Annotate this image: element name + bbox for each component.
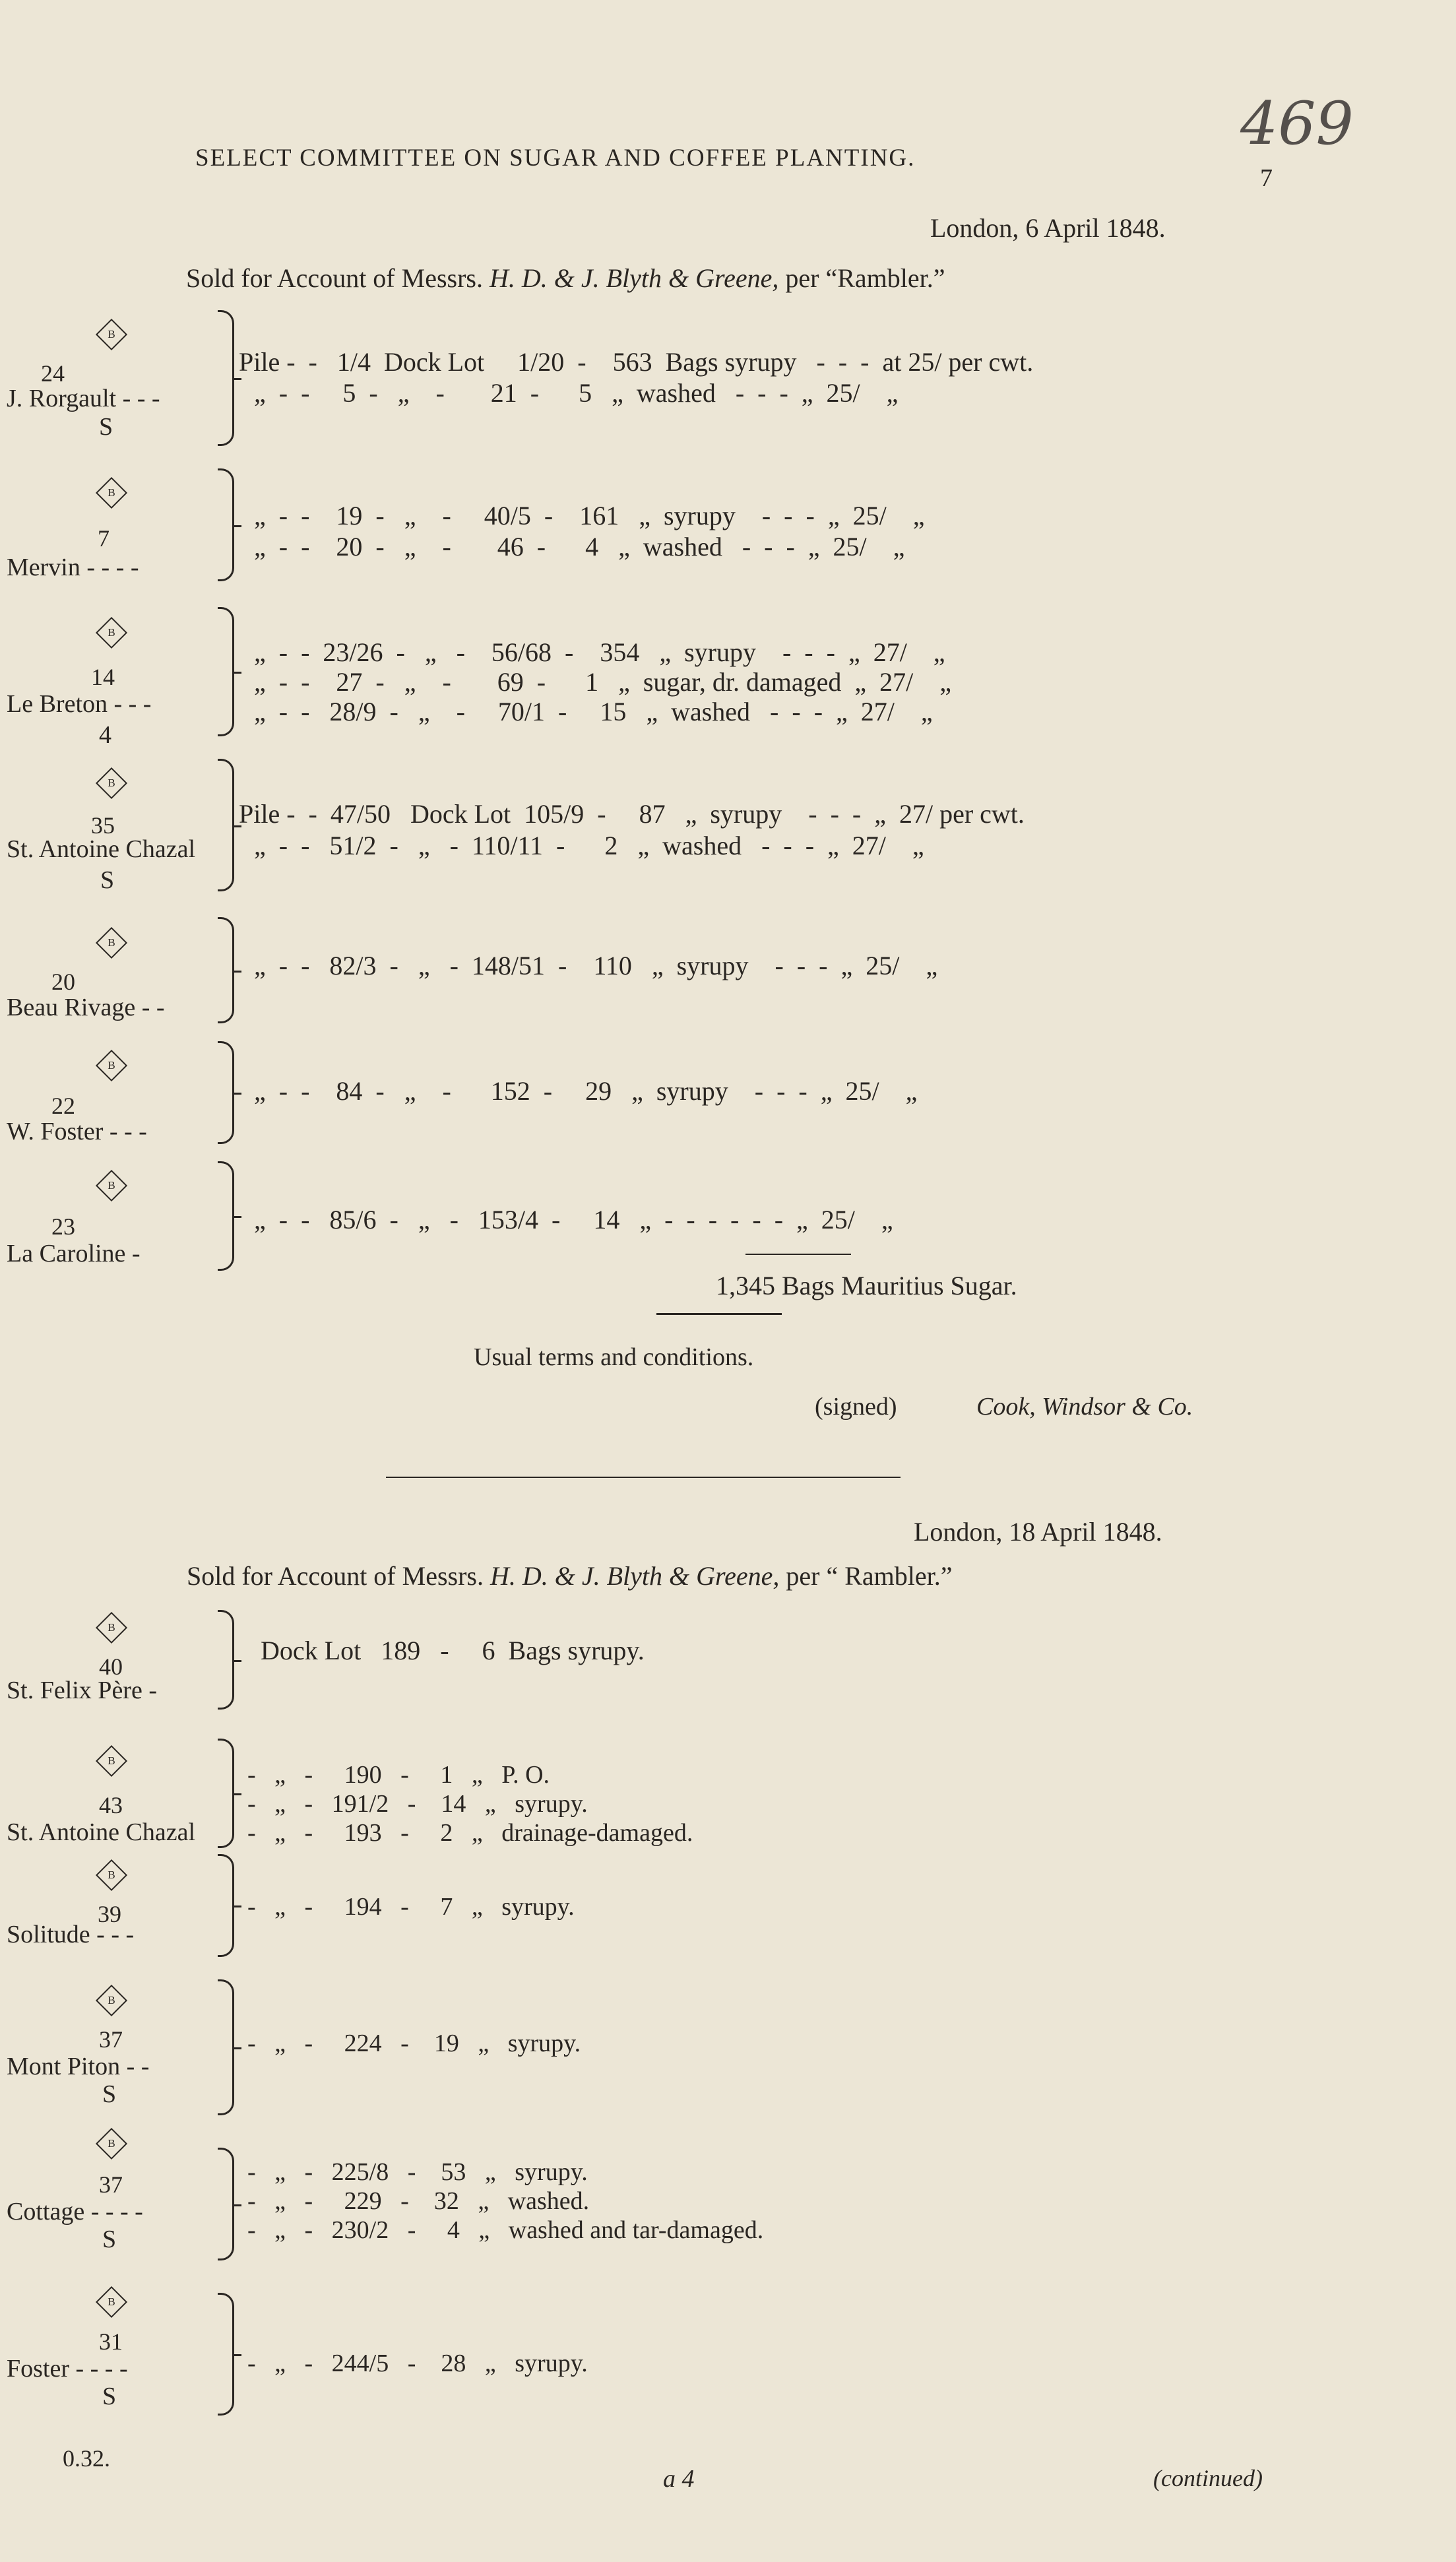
footer-center: a 4	[663, 2465, 695, 2493]
mark-number: 14	[91, 664, 115, 690]
entry-brace	[218, 1610, 234, 1710]
sale-row: Pile - - 1/4 Dock Lot 1/20 - 563 Bags syrupy - - - at 25/ per cwt.	[239, 347, 1034, 377]
estate-name: J. Rorgault - - -	[7, 385, 160, 412]
sale-row: „ - - 19 - „ - 40/5 - 161 „ syrupy - - - „ 25/ „	[254, 501, 925, 530]
estate-name: St. Antoine Chazal	[7, 1818, 196, 1846]
sale-row: „ - - 28/9 - „ - 70/1 - 15 „ washed - - - „ 27/ „	[254, 697, 933, 726]
estate-name: Foster - - - -	[7, 2355, 128, 2383]
sale2-intro	[187, 1560, 952, 1591]
sale-row: - „ - 225/8 - 53 „ syrupy.	[247, 2158, 588, 2186]
sale-row: „ - - 20 - „ - 46 - 4 „ washed - - - „ 25/ „	[254, 532, 905, 561]
estate-name: W. Foster - - -	[7, 1118, 147, 1145]
mark-suffix: S	[102, 2080, 117, 2108]
handwritten-page-number: 469	[1240, 89, 1354, 158]
mark-number: 40	[99, 1653, 123, 1680]
sale2-intro-a: Sold for Account of Messrs.	[187, 1561, 484, 1591]
mark-suffix: S	[99, 413, 113, 441]
footer-left: 0.32.	[63, 2445, 110, 2472]
sale-row: - „ - 230/2 - 4 „ washed and tar-damaged.	[247, 2216, 764, 2244]
mark-number: 23	[51, 1213, 75, 1240]
sale-row: - „ - 193 - 2 „ drainage-damaged.	[247, 1819, 693, 1847]
sale1-intro	[186, 263, 945, 294]
sale-row: - „ - 191/2 - 14 „ syrupy.	[247, 1790, 588, 1818]
sale2-place-date: London, 18 April 1848.	[914, 1517, 1162, 1547]
total-rule-top	[745, 1254, 851, 1255]
sale-row: „ - - 51/2 - „ - 110/11 - 2 „ washed - - - „ 27/ „	[254, 831, 924, 860]
sale1-total: 1,345 Bags Mauritius Sugar.	[716, 1271, 1017, 1300]
mark-number: 37	[99, 2026, 123, 2053]
mark-suffix: S	[102, 2226, 117, 2253]
entry-brace	[218, 1854, 234, 1957]
sale-row: - „ - 229 - 32 „ washed.	[247, 2187, 590, 2215]
estate-name: St. Antoine Chazal	[7, 835, 196, 863]
mark-number: 7	[98, 525, 110, 552]
mark-suffix: S	[100, 866, 115, 894]
mark-number: 20	[51, 969, 75, 995]
mark-diamond-icon: B	[96, 1745, 127, 1777]
footer-right: (continued)	[1153, 2465, 1263, 2491]
section-divider	[386, 1477, 901, 1478]
page-title: SELECT COMMITTEE ON SUGAR AND COFFEE PLANTING.	[195, 144, 916, 172]
mark-diamond-icon: B	[96, 319, 127, 350]
estate-name: Mont Piton - -	[7, 2053, 150, 2080]
sale-row: - „ - 190 - 1 „ P. O.	[247, 1761, 550, 1789]
entry-brace	[218, 2148, 234, 2260]
mark-diamond-icon: B	[96, 767, 127, 799]
mark-diamond-icon: B	[96, 2128, 127, 2160]
sale-row: - „ - 244/5 - 28 „ syrupy.	[247, 2350, 588, 2377]
mark-number: 39	[98, 1901, 121, 1927]
sale-row: Pile - - 47/50 Dock Lot 105/9 - 87 „ syrupy - - - „ 27/ per cwt.	[239, 799, 1025, 829]
entry-brace	[218, 607, 234, 736]
sale2-intro-b: per “ Rambler.”	[786, 1561, 953, 1591]
mark-diamond-icon: B	[96, 1612, 127, 1644]
mark-number: 35	[91, 812, 115, 839]
sale-row: „ - - 27 - „ - 69 - 1 „ sugar, dr. damaged „ 27/ „	[254, 667, 952, 697]
entry-brace	[218, 468, 234, 581]
sale2-intro-firm: H. D. & J. Blyth & Greene,	[490, 1561, 780, 1591]
sale-row: „ - - 84 - „ - 152 - 29 „ syrupy - - - „ 25/ „	[254, 1076, 918, 1106]
sale-row: - „ - 194 - 7 „ syrupy.	[247, 1893, 575, 1921]
estate-name: Le Breton - - -	[7, 690, 152, 718]
mark-number: 43	[99, 1792, 123, 1818]
mark-suffix: S	[102, 2383, 117, 2410]
entry-brace	[218, 2293, 234, 2416]
sale-row: Dock Lot 189 - 6 Bags syrupy.	[261, 1636, 645, 1665]
entry-brace	[218, 1041, 234, 1144]
mark-diamond-icon: B	[96, 1050, 127, 1081]
sale-row: - „ - 224 - 19 „ syrupy.	[247, 2030, 581, 2057]
mark-diamond-icon: B	[96, 2286, 127, 2318]
mark-diamond-icon: B	[96, 1170, 127, 1201]
entry-brace	[218, 1979, 234, 2115]
sale1-intro-b: per “Rambler.”	[785, 263, 945, 293]
sale-row: „ - - 5 - „ - 21 - 5 „ washed - - - „ 25/ „	[254, 378, 899, 408]
sale-row: „ - - 82/3 - „ - 148/51 - 110 „ syrupy - - - „ 25/ „	[254, 951, 938, 980]
mark-diamond-icon: B	[96, 1985, 127, 2016]
mark-number: 31	[99, 2328, 123, 2355]
estate-name: St. Felix Père -	[7, 1677, 157, 1704]
entry-brace	[218, 917, 234, 1023]
estate-name: Solitude - - -	[7, 1921, 135, 1948]
total-rule-bottom	[656, 1313, 782, 1315]
estate-name: Mervin - - - -	[7, 554, 139, 581]
mark-diamond-icon: B	[96, 617, 127, 649]
entry-brace	[218, 1161, 234, 1271]
sale1-signed-by: Cook, Windsor & Co.	[976, 1393, 1193, 1421]
mark-number: 37	[99, 2171, 123, 2198]
entry-brace	[218, 759, 234, 891]
printed-page-number: 7	[1260, 164, 1273, 192]
sale1-intro-firm: H. D. & J. Blyth & Greene,	[489, 263, 779, 293]
mark-diamond-icon: B	[96, 1859, 127, 1891]
estate-name: Beau Rivage - -	[7, 994, 165, 1021]
mark-number: 22	[51, 1093, 75, 1119]
mark-diamond-icon: B	[96, 477, 127, 509]
mark-number: 24	[41, 360, 65, 387]
sale1-signed-label: (signed)	[815, 1393, 897, 1421]
sale-row: „ - - 23/26 - „ - 56/68 - 354 „ syrupy - - - „ 27/ „	[254, 637, 945, 667]
sale1-place-date: London, 6 April 1848.	[930, 213, 1166, 243]
entry-brace	[218, 310, 234, 446]
sale1-intro-a: Sold for Account of Messrs.	[186, 263, 483, 293]
entry-brace	[218, 1739, 234, 1848]
sale1-terms: Usual terms and conditions.	[474, 1343, 754, 1371]
estate-name: Cottage - - - -	[7, 2198, 143, 2226]
mark-diamond-icon: B	[96, 927, 127, 959]
mark-suffix: 4	[99, 721, 111, 749]
estate-name: La Caroline -	[7, 1240, 141, 1267]
sale-row: „ - - 85/6 - „ - 153/4 - 14 „ - - - - - - „ 25/ „	[254, 1205, 893, 1234]
